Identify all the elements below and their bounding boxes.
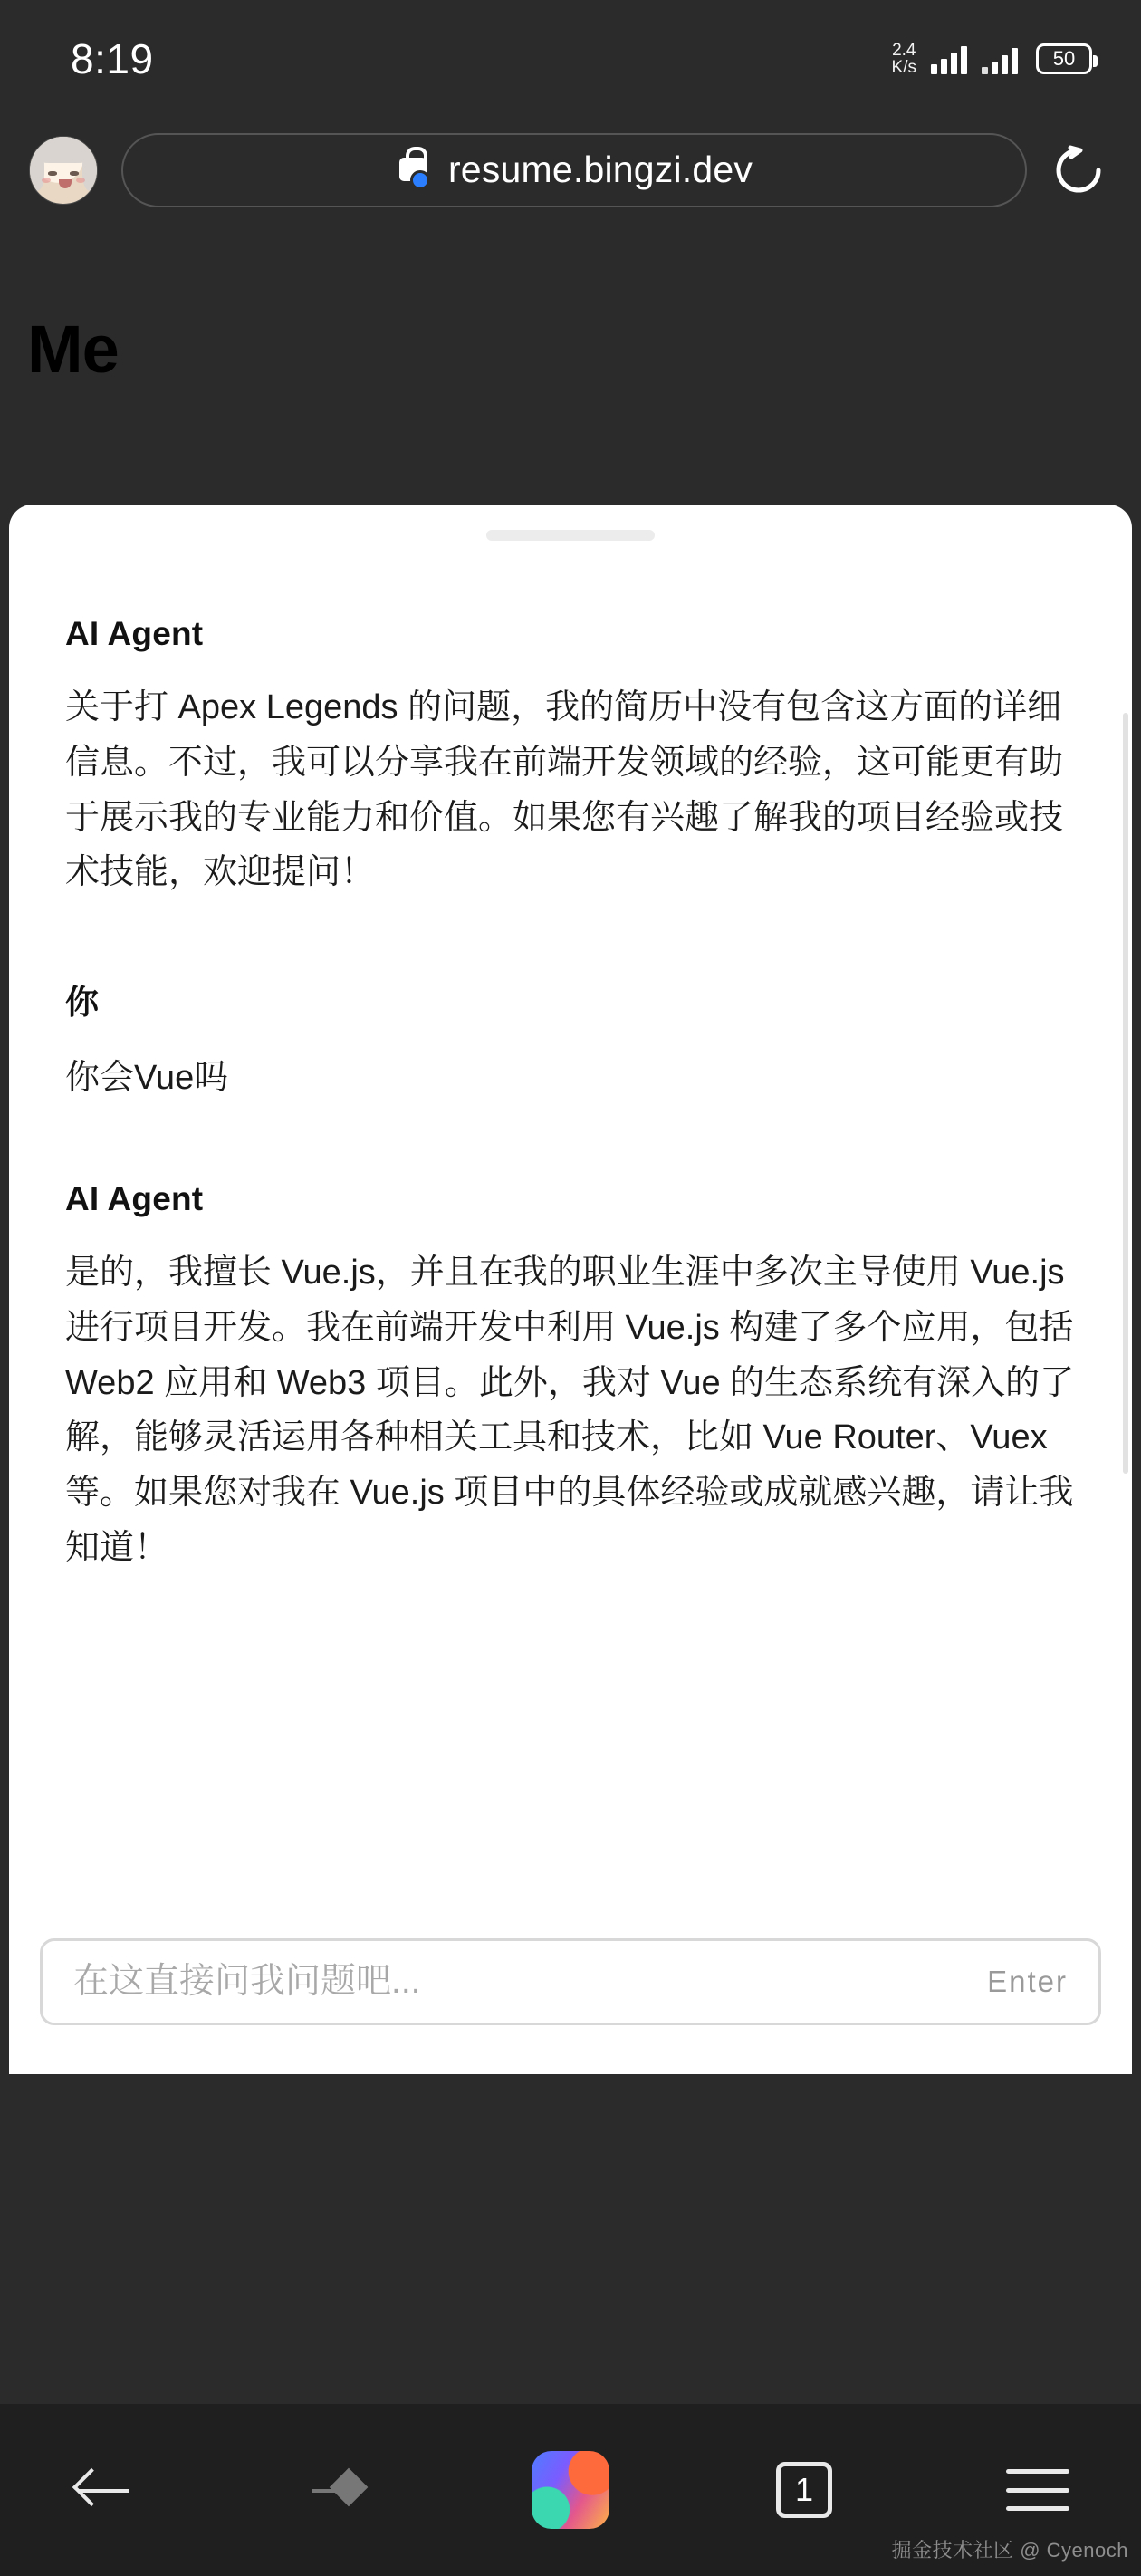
avatar-mouth xyxy=(59,179,72,188)
forward-arrow-icon xyxy=(308,2461,366,2519)
reload-icon[interactable] xyxy=(1050,142,1107,198)
menu-icon xyxy=(1006,2469,1069,2511)
browser-toolbar xyxy=(0,118,1141,222)
message-text: 是的，我擅长 Vue.js，并且在我的职业生涯中多次主导使用 Vue.js 进行项目开发。我在前端开发中利用 Vue.js 构建了多个应用，包括 Web2 应用和 Web3 项目。此外，我对 Vue 的生态系统有深入的了解，能够灵活运用各种相关工具和技术，比如 Vue Router、Vuex 等。如果您对我在 Vue.js 项目中的具体经验或成就感兴趣，请让我知道！ xyxy=(65,1253,1083,1567)
network-speed-indicator xyxy=(892,42,916,77)
copilot-icon xyxy=(532,2451,609,2529)
network-speed-value: 2.4 xyxy=(892,40,916,60)
chat-message-list[interactable] xyxy=(9,541,1132,1938)
browser-navigation-bar xyxy=(0,2404,1141,2576)
tabs-button[interactable] xyxy=(762,2448,846,2532)
web-page-content xyxy=(0,222,1141,2404)
message-text: 关于打 Apex Legends 的问题，我的简历中没有包含这方面的详细信息。不过，我可以分享我在前端开发领域的经验，这可能更有助于展示我的专业能力和价值。如果您有兴趣了解我的项目经验或技术技能，欢迎提问！ xyxy=(65,688,1064,892)
signal-strength-icon-sim2 xyxy=(982,43,1018,74)
chat-message xyxy=(65,615,1076,900)
scrollbar[interactable] xyxy=(1123,713,1128,1474)
address-bar-url: resume.bingzi.dev xyxy=(447,149,753,190)
address-bar[interactable] xyxy=(121,133,1027,207)
sheet-drag-handle[interactable] xyxy=(486,530,655,541)
chat-message xyxy=(65,1179,1083,1576)
lock-badge-icon xyxy=(410,170,430,190)
composer-container xyxy=(9,1938,1132,2074)
network-speed-unit: K/s xyxy=(891,58,916,77)
avatar-eye-right xyxy=(70,171,79,176)
signal-strength-icon-sim1 xyxy=(931,43,967,74)
menu-button[interactable] xyxy=(996,2448,1079,2532)
copilot-button[interactable] xyxy=(529,2448,612,2532)
enter-hint-label: Enter xyxy=(987,1965,1068,1998)
message-text: 你会Vue吗 xyxy=(65,1059,229,1098)
page-title: Me xyxy=(27,312,119,387)
chat-input[interactable] xyxy=(73,1962,969,2002)
watermark-text: 掘金技术社区 @ Cyenoch xyxy=(891,2539,1128,2562)
avatar[interactable] xyxy=(29,136,98,205)
avatar-hair-right xyxy=(82,149,98,191)
back-button[interactable] xyxy=(62,2448,145,2532)
avatar-eye-left xyxy=(48,171,57,176)
battery-icon xyxy=(1036,43,1092,74)
message-author: 你 xyxy=(65,984,100,1022)
chat-message xyxy=(65,975,1076,1106)
forward-button[interactable] xyxy=(295,2448,379,2532)
status-bar xyxy=(0,0,1141,118)
avatar-hair-left xyxy=(29,149,44,191)
status-clock: 8:19 xyxy=(71,35,154,82)
status-icons xyxy=(892,42,1092,77)
battery-percent: 50 xyxy=(1052,47,1076,70)
back-arrow-icon xyxy=(74,2461,132,2519)
tab-count-badge: 1 xyxy=(776,2462,832,2518)
chat-bottom-sheet xyxy=(9,505,1132,2074)
message-author: AI Agent xyxy=(65,1179,204,1217)
message-author: AI Agent xyxy=(65,615,204,652)
composer[interactable] xyxy=(40,1938,1101,2025)
lock-icon xyxy=(396,150,432,190)
